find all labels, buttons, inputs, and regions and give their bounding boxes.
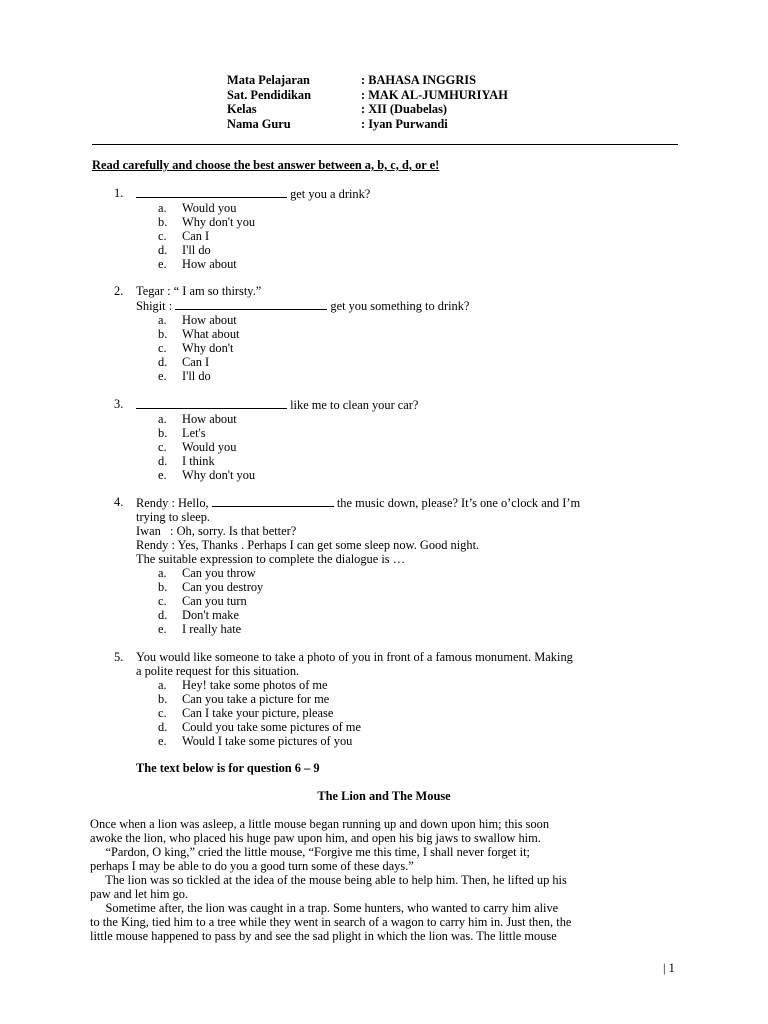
option-item: a. Would you [158, 201, 237, 215]
option-item: a. Hey! take some photos of me [158, 678, 328, 692]
option-item: a. How about [158, 313, 237, 327]
question-text: get you something to drink? [330, 299, 470, 313]
question-text: a polite request for this situation. [136, 664, 300, 678]
answer-blank [175, 298, 327, 310]
option-item: c. Can I [158, 229, 210, 243]
question-text: the music down, please? It’s one o’clock and I’m [336, 496, 581, 510]
header-value: : Iyan Purwandi [361, 116, 448, 131]
header-value: : MAK AL-JUMHURIYAH [361, 87, 508, 102]
header-label: Mata Pelajaran [227, 73, 310, 87]
options-list [158, 313, 674, 383]
question-text: You would like someone to take a photo of you in front of a famous monument. Making [136, 650, 573, 664]
question-4 [114, 495, 674, 636]
story-line: The lion was so tickled at the idea of the mouse being able to help him. Then, he lifted up his [90, 873, 567, 887]
options-list [158, 412, 674, 482]
story-line: awoke the lion, who placed his huge paw upon him, and open his big jaws to swallow him. [90, 831, 541, 845]
answer-blank [136, 397, 287, 409]
question-text: get you a drink? [290, 187, 371, 201]
speaker-line: Rendy : Hello, [136, 496, 209, 510]
option-item: c. Would you [158, 440, 237, 454]
option-item: b. Can you take a picture for me [158, 692, 330, 706]
speaker-label: Shigit : [136, 299, 173, 313]
question-number: 5. [114, 650, 124, 664]
option-item: d. Don't make [158, 608, 239, 622]
option-item: c. Can I take your picture, please [158, 706, 334, 720]
options-list [158, 566, 674, 636]
options-list [158, 201, 674, 271]
question-number: 1. [114, 186, 124, 200]
instruction-text: Read carefully and choose the best answer between a, b, c, d, or e! [92, 158, 440, 172]
header-divider [92, 144, 678, 145]
story-line: to the King, tied him to a tree while they went in search of a wagon to carry him in. Just then, the [90, 915, 572, 929]
question-3 [114, 397, 674, 482]
option-item: a. How about [158, 412, 237, 426]
option-item: c. Why don't [158, 341, 234, 355]
option-item: d. Could you take some pictures of me [158, 720, 361, 734]
option-item: e. Why don't you [158, 468, 256, 482]
option-item: d. I think [158, 454, 215, 468]
option-item: d. Can I [158, 355, 210, 369]
question-number: 2. [114, 284, 124, 298]
header-row-teacher [227, 117, 508, 132]
question-prompt: The suitable expression to complete the dialogue is … [136, 552, 406, 566]
answer-blank [136, 186, 287, 198]
header-label: Nama Guru [227, 116, 291, 131]
header-label: Kelas [227, 102, 257, 116]
answer-blank [212, 495, 334, 507]
option-item: b. Can you destroy [158, 580, 264, 594]
option-item: b. What about [158, 327, 240, 341]
header-info [227, 73, 508, 131]
story-title: The Lion and The Mouse [317, 789, 451, 803]
question-number: 3. [114, 397, 124, 411]
option-item: e. Would I take some pictures of you [158, 734, 353, 748]
option-item: b. Let's [158, 426, 206, 440]
question-text: Tegar : “ I am so thirsty.” [136, 284, 262, 298]
story-line: “Pardon, O king,” cried the little mouse, “Forgive me this time, I shall never forget it; [90, 845, 531, 859]
question-5 [114, 650, 674, 748]
header-value: : BAHASA INGGRIS [361, 73, 476, 87]
option-item: e. How about [158, 257, 237, 271]
question-text: like me to clean your car? [290, 398, 419, 412]
header-row-subject [227, 73, 508, 88]
question-text: trying to sleep. [136, 510, 210, 524]
dialogue-line: Iwan : Oh, sorry. Is that better? [136, 524, 297, 538]
story-line: perhaps I may be able to do you a good turn some of these days.” [90, 859, 414, 873]
question-1 [114, 186, 674, 271]
page-number: | 1 [663, 961, 675, 975]
options-list [158, 678, 674, 748]
story-line: Sometime after, the lion was caught in a trap. Some hunters, who wanted to carry him alive [90, 901, 559, 915]
header-row-class [227, 102, 508, 117]
option-item: d. I'll do [158, 243, 211, 257]
option-item: e. I'll do [158, 369, 211, 383]
story-line: Once when a lion was asleep, a little mouse began running up and down upon him; this soon [90, 817, 550, 831]
reading-note: The text below is for question 6 – 9 [136, 761, 320, 775]
story-line: little mouse happened to pass by and see the sad plight in which the lion was. The little mouse [90, 929, 557, 943]
option-item: e. I really hate [158, 622, 242, 636]
question-number: 4. [114, 495, 124, 509]
story-text [90, 817, 676, 943]
header-value: : XII (Duabelas) [361, 102, 448, 116]
question-2 [114, 284, 674, 383]
option-item: c. Can you turn [158, 594, 247, 608]
header-row-school [227, 88, 508, 103]
option-item: b. Why don't you [158, 215, 256, 229]
story-line: paw and let him go. [90, 887, 189, 901]
dialogue-line: Rendy : Yes, Thanks . Perhaps I can get some sleep now. Good night. [136, 538, 480, 552]
header-label: Sat. Pendidikan [227, 87, 312, 102]
option-item: a. Can you throw [158, 566, 256, 580]
